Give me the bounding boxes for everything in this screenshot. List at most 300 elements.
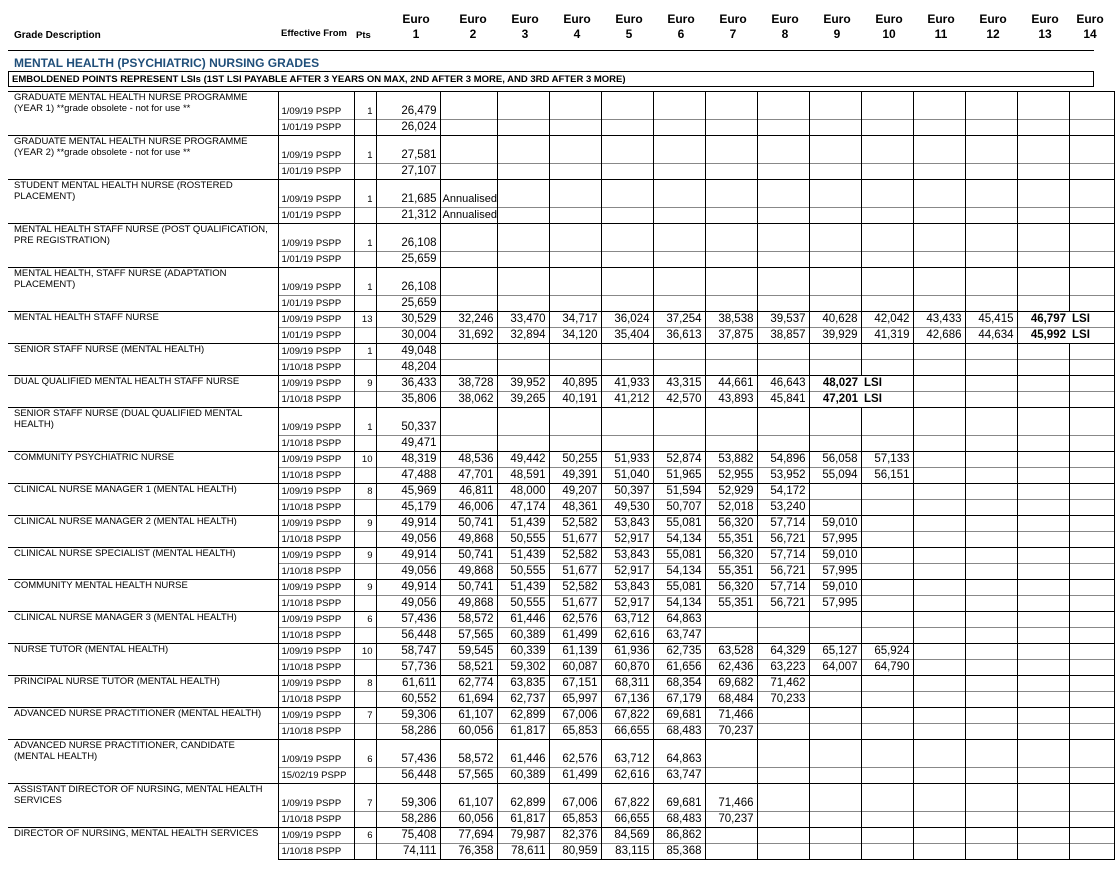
- empty-cell: [913, 484, 965, 500]
- annualised-note: Annualised: [442, 209, 497, 221]
- empty-cell: [1069, 164, 1114, 180]
- empty-cell: [757, 724, 809, 740]
- empty-cell: [965, 676, 1017, 692]
- salary-cell: 36,024: [601, 312, 653, 328]
- empty-cell: [1069, 532, 1114, 548]
- empty-cell: [1017, 596, 1069, 612]
- empty-cell: [913, 784, 965, 812]
- table-row: [8, 740, 1114, 768]
- empty-cell: [1017, 580, 1069, 596]
- effective-from-cell: 15/02/19 PSPP: [278, 768, 354, 784]
- table-row: [8, 452, 1114, 468]
- empty-cell: [1069, 812, 1114, 828]
- empty-cell: [1069, 828, 1114, 844]
- empty-cell: [913, 532, 965, 548]
- salary-cell: 76,358: [440, 844, 497, 860]
- empty-cell: [653, 252, 705, 268]
- salary-cell: 71,466: [705, 708, 757, 724]
- empty-cell: [1069, 120, 1114, 136]
- salary-cell: 36,433: [376, 376, 440, 392]
- grade-description: COMMUNITY MENTAL HEALTH NURSE: [8, 580, 278, 612]
- grade-description: MENTAL HEALTH STAFF NURSE: [8, 312, 278, 344]
- table-row: [8, 92, 1114, 120]
- salary-cell: 48,536: [440, 452, 497, 468]
- lsi-label: LSI: [861, 376, 913, 392]
- empty-cell: [757, 784, 809, 812]
- empty-cell: [861, 224, 913, 252]
- empty-cell: [1069, 344, 1114, 360]
- empty-cell: [549, 360, 601, 376]
- points-cell: 9: [354, 376, 376, 392]
- empty-cell: [965, 252, 1017, 268]
- salary-cell: 56,721: [757, 564, 809, 580]
- salary-cell: 60,389: [497, 628, 549, 644]
- empty-cell: [1069, 692, 1114, 708]
- empty-cell: [1017, 344, 1069, 360]
- table-row: [8, 644, 1114, 660]
- empty-cell: [653, 136, 705, 164]
- salary-cell: 48,319: [376, 452, 440, 468]
- empty-cell: [1069, 224, 1114, 252]
- salary-cell: 60,389: [497, 768, 549, 784]
- empty-cell: [1069, 548, 1114, 564]
- salary-cell: 49,914: [376, 580, 440, 596]
- empty-cell: [809, 724, 861, 740]
- empty-cell: [913, 344, 965, 360]
- empty-cell: [965, 708, 1017, 724]
- empty-cell: [913, 452, 965, 468]
- salary-cell: 61,817: [497, 812, 549, 828]
- salary-cell: 53,882: [705, 452, 757, 468]
- salary-cell: 46,006: [440, 500, 497, 516]
- empty-cell: [1017, 180, 1069, 208]
- empty-cell: [705, 120, 757, 136]
- empty-cell: [965, 224, 1017, 252]
- table-row: [8, 376, 1114, 392]
- euro-col-header: [505, 12, 545, 42]
- empty-cell: [705, 164, 757, 180]
- salary-cell: 50,741: [440, 548, 497, 564]
- salary-cell: 51,439: [497, 516, 549, 532]
- empty-cell: [965, 784, 1017, 812]
- empty-cell: [913, 376, 965, 392]
- empty-cell: [497, 436, 549, 452]
- empty-cell: [705, 208, 757, 224]
- salary-cell: 56,058: [809, 452, 861, 468]
- empty-cell: [913, 392, 965, 408]
- salary-cell: 37,875: [705, 328, 757, 344]
- effective-from-cell: 1/09/19 PSPP: [278, 644, 354, 660]
- salary-cell: 49,471: [376, 436, 440, 452]
- salary-cell: 35,404: [601, 328, 653, 344]
- points-cell: 6: [354, 740, 376, 768]
- empty-cell: [965, 548, 1017, 564]
- empty-cell: [1017, 784, 1069, 812]
- empty-cell: [861, 740, 913, 768]
- salary-cell: 55,351: [705, 596, 757, 612]
- salary-cell: 45,415: [965, 312, 1017, 328]
- points-cell: [354, 812, 376, 828]
- euro-col-header: [921, 12, 961, 42]
- points-cell: 1: [354, 268, 376, 296]
- empty-cell: [1069, 596, 1114, 612]
- empty-cell: [705, 180, 757, 208]
- empty-cell: [861, 360, 913, 376]
- euro-label: Euro: [771, 12, 799, 26]
- euro-label: Euro: [511, 12, 539, 26]
- empty-cell: [1017, 452, 1069, 468]
- table-row: [8, 484, 1114, 500]
- salary-cell: 46,643: [757, 376, 809, 392]
- empty-cell: [1017, 484, 1069, 500]
- salary-cell: 49,530: [601, 500, 653, 516]
- salary-cell: 67,151: [549, 676, 601, 692]
- salary-cell: 57,133: [861, 452, 913, 468]
- empty-cell: [1017, 516, 1069, 532]
- empty-cell: [1017, 92, 1069, 120]
- effective-from-cell: 1/09/19 PSPP: [278, 180, 354, 208]
- salary-cell: 64,329: [757, 644, 809, 660]
- salary-cell: 46,811: [440, 484, 497, 500]
- salary-cell: 50,397: [601, 484, 653, 500]
- points-cell: [354, 660, 376, 676]
- salary-cell: 62,899: [497, 784, 549, 812]
- empty-cell: [965, 408, 1017, 436]
- empty-cell: [1069, 564, 1114, 580]
- salary-cell: 30,529: [376, 312, 440, 328]
- salary-cell: 21,685: [376, 180, 440, 208]
- salary-cell: 49,056: [376, 564, 440, 580]
- salary-cell: 58,521: [440, 660, 497, 676]
- salary-cell: 53,843: [601, 548, 653, 564]
- empty-cell: [965, 468, 1017, 484]
- euro-label: Euro: [1031, 12, 1059, 26]
- salary-cell: 67,006: [549, 784, 601, 812]
- empty-cell: [913, 224, 965, 252]
- empty-cell: [1069, 452, 1114, 468]
- salary-cell: 47,174: [497, 500, 549, 516]
- euro-col-number: 5: [625, 27, 633, 41]
- salary-cell: 25,659: [376, 252, 440, 268]
- salary-cell: 56,320: [705, 580, 757, 596]
- empty-cell: [440, 296, 497, 312]
- points-cell: 10: [354, 644, 376, 660]
- empty-cell: [861, 120, 913, 136]
- empty-cell: [809, 224, 861, 252]
- grade-description: NURSE TUTOR (MENTAL HEALTH): [8, 644, 278, 676]
- empty-cell: [440, 164, 497, 180]
- effective-from-cell: 1/09/19 PSPP: [278, 580, 354, 596]
- table-row: [8, 268, 1114, 296]
- salary-cell: 62,735: [653, 644, 705, 660]
- salary-cell: 68,354: [653, 676, 705, 692]
- salary-cell: 65,853: [549, 724, 601, 740]
- empty-cell: [1017, 252, 1069, 268]
- euro-col-number: 10: [882, 27, 896, 41]
- salary-cell: 42,042: [861, 312, 913, 328]
- euro-col-header: [713, 12, 753, 42]
- empty-cell: [1069, 768, 1114, 784]
- points-cell: [354, 296, 376, 312]
- empty-cell: [809, 208, 861, 224]
- salary-cell: 54,896: [757, 452, 809, 468]
- empty-cell: [757, 296, 809, 312]
- column-header: [8, 6, 1104, 51]
- salary-cell: 54,134: [653, 596, 705, 612]
- euro-col-number: 1: [412, 27, 420, 41]
- salary-cell: 51,677: [549, 532, 601, 548]
- points-cell: 1: [354, 180, 376, 208]
- salary-cell: 66,655: [601, 724, 653, 740]
- salary-cell: 71,462: [757, 676, 809, 692]
- salary-cell: 59,010: [809, 516, 861, 532]
- empty-cell: [809, 180, 861, 208]
- salary-cell: 45,841: [757, 392, 809, 408]
- empty-cell: [440, 436, 497, 452]
- euro-label: Euro: [823, 12, 851, 26]
- empty-cell: [440, 136, 497, 164]
- euro-col-header: [869, 12, 909, 42]
- empty-cell: [440, 344, 497, 360]
- empty-cell: [861, 828, 913, 844]
- salary-cell: 51,040: [601, 468, 653, 484]
- empty-cell: [653, 436, 705, 452]
- salary-cell: 59,010: [809, 580, 861, 596]
- salary-cell: 62,436: [705, 660, 757, 676]
- salary-cell: 39,952: [497, 376, 549, 392]
- salary-cell: 65,853: [549, 812, 601, 828]
- empty-cell: [809, 436, 861, 452]
- points-cell: [354, 392, 376, 408]
- empty-cell: [653, 164, 705, 180]
- salary-cell: 78,611: [497, 844, 549, 860]
- empty-cell: [913, 828, 965, 844]
- grade-description: PRINCIPAL NURSE TUTOR (MENTAL HEALTH): [8, 676, 278, 708]
- salary-cell: 70,237: [705, 724, 757, 740]
- effective-from-cell: 1/10/18 PSPP: [278, 360, 354, 376]
- empty-cell: [861, 564, 913, 580]
- empty-cell: [913, 564, 965, 580]
- empty-cell: [809, 692, 861, 708]
- salary-cell: 49,914: [376, 548, 440, 564]
- empty-cell: [757, 344, 809, 360]
- salary-cell: 83,115: [601, 844, 653, 860]
- empty-cell: [913, 768, 965, 784]
- empty-cell: [757, 812, 809, 828]
- salary-cell: 69,681: [653, 784, 705, 812]
- points-cell: 9: [354, 548, 376, 564]
- euro-col-header: [396, 12, 436, 42]
- empty-cell: [861, 612, 913, 628]
- empty-cell: [861, 596, 913, 612]
- empty-cell: [757, 224, 809, 252]
- salary-cell: 49,056: [376, 532, 440, 548]
- salary-cell: 53,952: [757, 468, 809, 484]
- salary-cell: 55,081: [653, 580, 705, 596]
- salary-cell: 52,917: [601, 564, 653, 580]
- empty-cell: [809, 360, 861, 376]
- euro-label: Euro: [1076, 12, 1104, 26]
- salary-cell: 51,439: [497, 580, 549, 596]
- salary-cell: 52,955: [705, 468, 757, 484]
- effective-from-cell: 1/09/19 PSPP: [278, 224, 354, 252]
- empty-cell: [1069, 376, 1114, 392]
- table-row: [8, 344, 1114, 360]
- salary-cell: 48,361: [549, 500, 601, 516]
- empty-cell: [497, 408, 549, 436]
- empty-cell: [1069, 784, 1114, 812]
- empty-cell: [861, 164, 913, 180]
- points-cell: [354, 120, 376, 136]
- grade-description: DIRECTOR OF NURSING, MENTAL HEALTH SERVICES: [8, 828, 278, 860]
- salary-cell: 55,351: [705, 532, 757, 548]
- salary-cell: 50,741: [440, 580, 497, 596]
- empty-cell: [1017, 500, 1069, 516]
- euro-col-number: 13: [1038, 27, 1052, 41]
- empty-cell: [861, 136, 913, 164]
- euro-col-header: [817, 12, 857, 42]
- salary-cell: 61,499: [549, 628, 601, 644]
- salary-cell: 60,056: [440, 812, 497, 828]
- effective-from-cell: 1/10/18 PSPP: [278, 392, 354, 408]
- lsi-label: LSI: [1069, 328, 1114, 344]
- note-cell: [440, 180, 497, 208]
- salary-cell: 60,087: [549, 660, 601, 676]
- salary-cell: 60,552: [376, 692, 440, 708]
- empty-cell: [809, 344, 861, 360]
- empty-cell: [913, 708, 965, 724]
- empty-cell: [1017, 532, 1069, 548]
- empty-cell: [757, 164, 809, 180]
- empty-cell: [497, 120, 549, 136]
- salary-cell: 56,448: [376, 768, 440, 784]
- empty-cell: [913, 676, 965, 692]
- empty-cell: [653, 344, 705, 360]
- effective-from-cell: 1/10/18 PSPP: [278, 500, 354, 516]
- grade-description: MENTAL HEALTH, STAFF NURSE (ADAPTATION PLACEMENT): [8, 268, 278, 312]
- effective-from-cell: 1/10/18 PSPP: [278, 468, 354, 484]
- salary-cell: 71,466: [705, 784, 757, 812]
- empty-cell: [965, 740, 1017, 768]
- empty-cell: [965, 120, 1017, 136]
- salary-cell: 50,255: [549, 452, 601, 468]
- salary-cell: 70,233: [757, 692, 809, 708]
- salary-cell: 43,315: [653, 376, 705, 392]
- empty-cell: [757, 268, 809, 296]
- empty-cell: [965, 596, 1017, 612]
- empty-cell: [861, 208, 913, 224]
- effective-from-cell: 1/09/19 PSPP: [278, 312, 354, 328]
- empty-cell: [705, 296, 757, 312]
- empty-cell: [1017, 828, 1069, 844]
- salary-cell: 49,868: [440, 564, 497, 580]
- salary-cell: 39,929: [809, 328, 861, 344]
- table-row: [8, 224, 1114, 252]
- salary-cell: 59,545: [440, 644, 497, 660]
- empty-cell: [1069, 708, 1114, 724]
- salary-cell: 75,408: [376, 828, 440, 844]
- empty-cell: [601, 344, 653, 360]
- salary-cell: 63,712: [601, 612, 653, 628]
- effective-from-cell: 1/01/19 PSPP: [278, 328, 354, 344]
- salary-cell: 52,917: [601, 596, 653, 612]
- table-row: [8, 180, 1114, 208]
- empty-cell: [861, 724, 913, 740]
- empty-cell: [601, 252, 653, 268]
- salary-cell: 68,484: [705, 692, 757, 708]
- empty-cell: [809, 500, 861, 516]
- salary-cell: 40,895: [549, 376, 601, 392]
- salary-cell: 26,108: [376, 268, 440, 296]
- empty-cell: [705, 344, 757, 360]
- section-title: MENTAL HEALTH (PSYCHIATRIC) NURSING GRADES: [14, 56, 320, 70]
- effective-from-cell: 1/09/19 PSPP: [278, 408, 354, 436]
- salary-cell: 58,286: [376, 812, 440, 828]
- empty-cell: [965, 516, 1017, 532]
- table-row: [8, 312, 1114, 328]
- effective-from-cell: 1/10/18 PSPP: [278, 692, 354, 708]
- empty-cell: [965, 564, 1017, 580]
- empty-cell: [497, 252, 549, 268]
- effective-from-cell: 1/09/19 PSPP: [278, 452, 354, 468]
- empty-cell: [1069, 392, 1114, 408]
- salary-cell: 26,108: [376, 224, 440, 252]
- empty-cell: [861, 532, 913, 548]
- empty-cell: [809, 812, 861, 828]
- empty-cell: [440, 268, 497, 296]
- salary-cell: 67,136: [601, 692, 653, 708]
- salary-cell: 62,576: [549, 740, 601, 768]
- empty-cell: [1069, 436, 1114, 452]
- empty-cell: [757, 120, 809, 136]
- empty-cell: [1017, 628, 1069, 644]
- salary-cell: 43,893: [705, 392, 757, 408]
- effective-from-cell: 1/09/19 PSPP: [278, 268, 354, 296]
- empty-cell: [1017, 296, 1069, 312]
- empty-cell: [965, 532, 1017, 548]
- euro-col-header: [1070, 12, 1110, 42]
- empty-cell: [1017, 844, 1069, 860]
- empty-cell: [549, 120, 601, 136]
- euro-col-number: 11: [934, 27, 948, 41]
- points-cell: 8: [354, 484, 376, 500]
- grade-description: CLINICAL NURSE MANAGER 1 (MENTAL HEALTH): [8, 484, 278, 516]
- grade-description: GRADUATE MENTAL HEALTH NURSE PROGRAMME (YEAR 2) **grade obsolete - not for use **: [8, 136, 278, 180]
- empty-cell: [861, 92, 913, 120]
- empty-cell: [965, 164, 1017, 180]
- salary-cell: 54,172: [757, 484, 809, 500]
- salary-cell: 36,613: [653, 328, 705, 344]
- euro-col-number: 14: [1083, 27, 1097, 41]
- salary-cell: 52,018: [705, 500, 757, 516]
- salary-cell: 63,835: [497, 676, 549, 692]
- salary-cell: 26,024: [376, 120, 440, 136]
- euro-label: Euro: [402, 12, 430, 26]
- grade-description: ASSISTANT DIRECTOR OF NURSING, MENTAL HEALTH SERVICES: [8, 784, 278, 828]
- empty-cell: [1017, 392, 1069, 408]
- salary-cell: 47,488: [376, 468, 440, 484]
- empty-cell: [705, 252, 757, 268]
- euro-col-header: [765, 12, 805, 42]
- empty-cell: [705, 436, 757, 452]
- grade-description: COMMUNITY PSYCHIATRIC NURSE: [8, 452, 278, 484]
- salary-cell: 59,306: [376, 708, 440, 724]
- salary-cell: 60,870: [601, 660, 653, 676]
- salary-cell: 41,933: [601, 376, 653, 392]
- grade-description: SENIOR STAFF NURSE (DUAL QUALIFIED MENTAL HEALTH): [8, 408, 278, 452]
- empty-cell: [861, 768, 913, 784]
- empty-cell: [861, 844, 913, 860]
